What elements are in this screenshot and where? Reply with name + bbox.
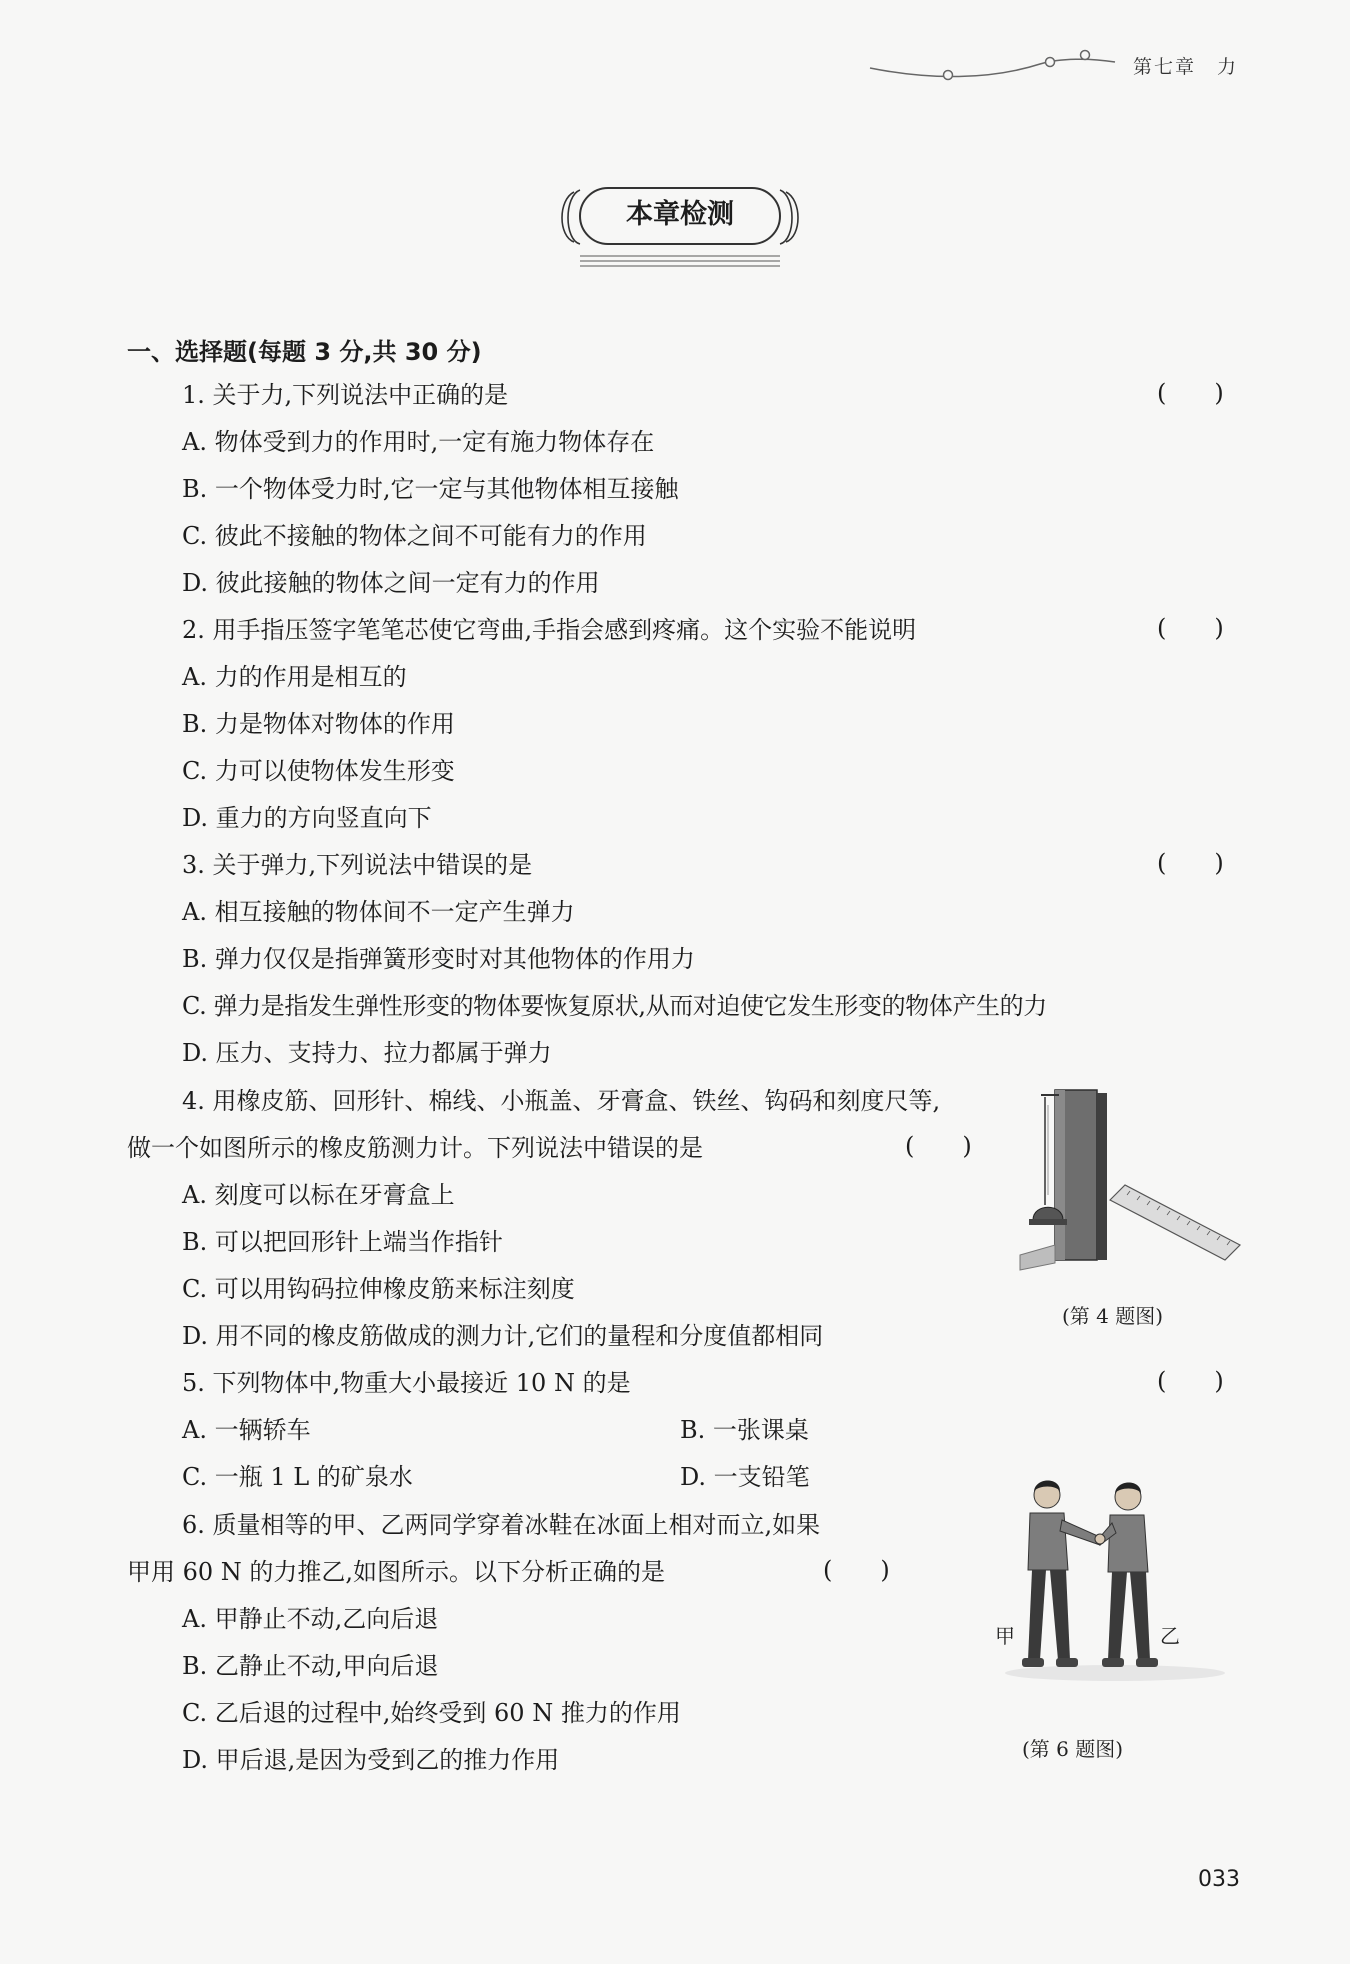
q1-option-d: D. 彼此接触的物体之间一定有力的作用 xyxy=(182,569,600,597)
section-heading: 一、选择题(每题 3 分,共 30 分) xyxy=(127,338,482,366)
q6-option-a: A. 甲静止不动,乙向后退 xyxy=(182,1605,439,1633)
answer-blank-q4[interactable]: ( ) xyxy=(905,1132,972,1160)
answer-blank-q5[interactable]: ( ) xyxy=(1157,1367,1224,1395)
question-3-stem: 3. 关于弹力,下列说法中错误的是 xyxy=(182,851,533,879)
figure-6-label-jia: 甲 xyxy=(995,1624,1015,1648)
q4-option-c: C. 可以用钩码拉伸橡皮筋来标注刻度 xyxy=(182,1275,575,1303)
figure-6-two-skaters-pushing xyxy=(1000,1475,1230,1685)
q6-option-c: C. 乙后退的过程中,始终受到 60 N 推力的作用 xyxy=(182,1699,681,1727)
question-5-stem: 5. 下列物体中,物重大小最接近 10 N 的是 xyxy=(182,1369,631,1397)
question-6-stem-line1: 6. 质量相等的甲、乙两同学穿着冰鞋在冰面上相对而立,如果 xyxy=(182,1511,821,1539)
answer-blank-q2[interactable]: ( ) xyxy=(1157,614,1224,642)
q4-option-d: D. 用不同的橡皮筋做成的测力计,它们的量程和分度值都相同 xyxy=(182,1322,824,1350)
q2-option-c: C. 力可以使物体发生形变 xyxy=(182,757,455,785)
q5-option-a: A. 一辆轿车 xyxy=(182,1416,311,1444)
q4-option-a: A. 刻度可以标在牙膏盒上 xyxy=(182,1181,455,1209)
q2-option-b: B. 力是物体对物体的作用 xyxy=(182,710,455,738)
q5-option-b: B. 一张课桌 xyxy=(680,1416,809,1444)
q3-option-d: D. 压力、支持力、拉力都属于弹力 xyxy=(182,1039,552,1067)
question-4-stem-line2: 做一个如图所示的橡皮筋测力计。下列说法中错误的是 xyxy=(127,1134,703,1162)
q3-option-a: A. 相互接触的物体间不一定产生弹力 xyxy=(182,898,575,926)
q6-option-d: D. 甲后退,是因为受到乙的推力作用 xyxy=(182,1746,560,1774)
q3-option-c: C. 弹力是指发生弹性形变的物体要恢复原状,从而对迫使它发生形变的物体产生的力 xyxy=(182,992,1047,1020)
answer-blank-q3[interactable]: ( ) xyxy=(1157,849,1224,877)
q2-option-d: D. 重力的方向竖直向下 xyxy=(182,804,432,832)
question-1-stem: 1. 关于力,下列说法中正确的是 xyxy=(182,381,509,409)
question-4-stem-line1: 4. 用橡皮筋、回形针、棉线、小瓶盖、牙膏盒、铁丝、钩码和刻度尺等, xyxy=(182,1087,941,1115)
page-title: 本章检测 xyxy=(626,199,734,230)
q1-option-b: B. 一个物体受力时,它一定与其他物体相互接触 xyxy=(182,475,679,503)
q4-option-b: B. 可以把回形针上端当作指针 xyxy=(182,1228,503,1256)
figure-6-label-yi: 乙 xyxy=(1160,1624,1180,1648)
question-2-stem: 2. 用手指压签字笔笔芯使它弯曲,手指会感到疼痛。这个实验不能说明 xyxy=(182,616,917,644)
figure-4-rubber-band-dynamometer xyxy=(1015,1085,1245,1275)
figure-4-caption: (第 4 题图) xyxy=(1062,1304,1164,1328)
question-6-stem-line2: 甲用 60 N 的力推乙,如图所示。以下分析正确的是 xyxy=(127,1558,666,1586)
q6-option-b: B. 乙静止不动,甲向后退 xyxy=(182,1652,439,1680)
q1-option-c: C. 彼此不接触的物体之间不可能有力的作用 xyxy=(182,522,647,550)
answer-blank-q6[interactable]: ( ) xyxy=(823,1556,890,1584)
q3-option-b: B. 弹力仅仅是指弹簧形变时对其他物体的作用力 xyxy=(182,945,695,973)
chapter-label: 第七章 力 xyxy=(1133,56,1239,78)
q1-option-a: A. 物体受到力的作用时,一定有施力物体存在 xyxy=(182,428,655,456)
figure-6-caption: (第 6 题图) xyxy=(1022,1737,1124,1761)
header-wave-decoration xyxy=(860,40,1120,90)
q2-option-a: A. 力的作用是相互的 xyxy=(182,663,407,691)
q5-option-c: C. 一瓶 1 L 的矿泉水 xyxy=(182,1463,413,1491)
page-number: 033 xyxy=(1198,1867,1240,1892)
q5-option-d: D. 一支铅笔 xyxy=(680,1463,810,1491)
answer-blank-q1[interactable]: ( ) xyxy=(1157,379,1224,407)
